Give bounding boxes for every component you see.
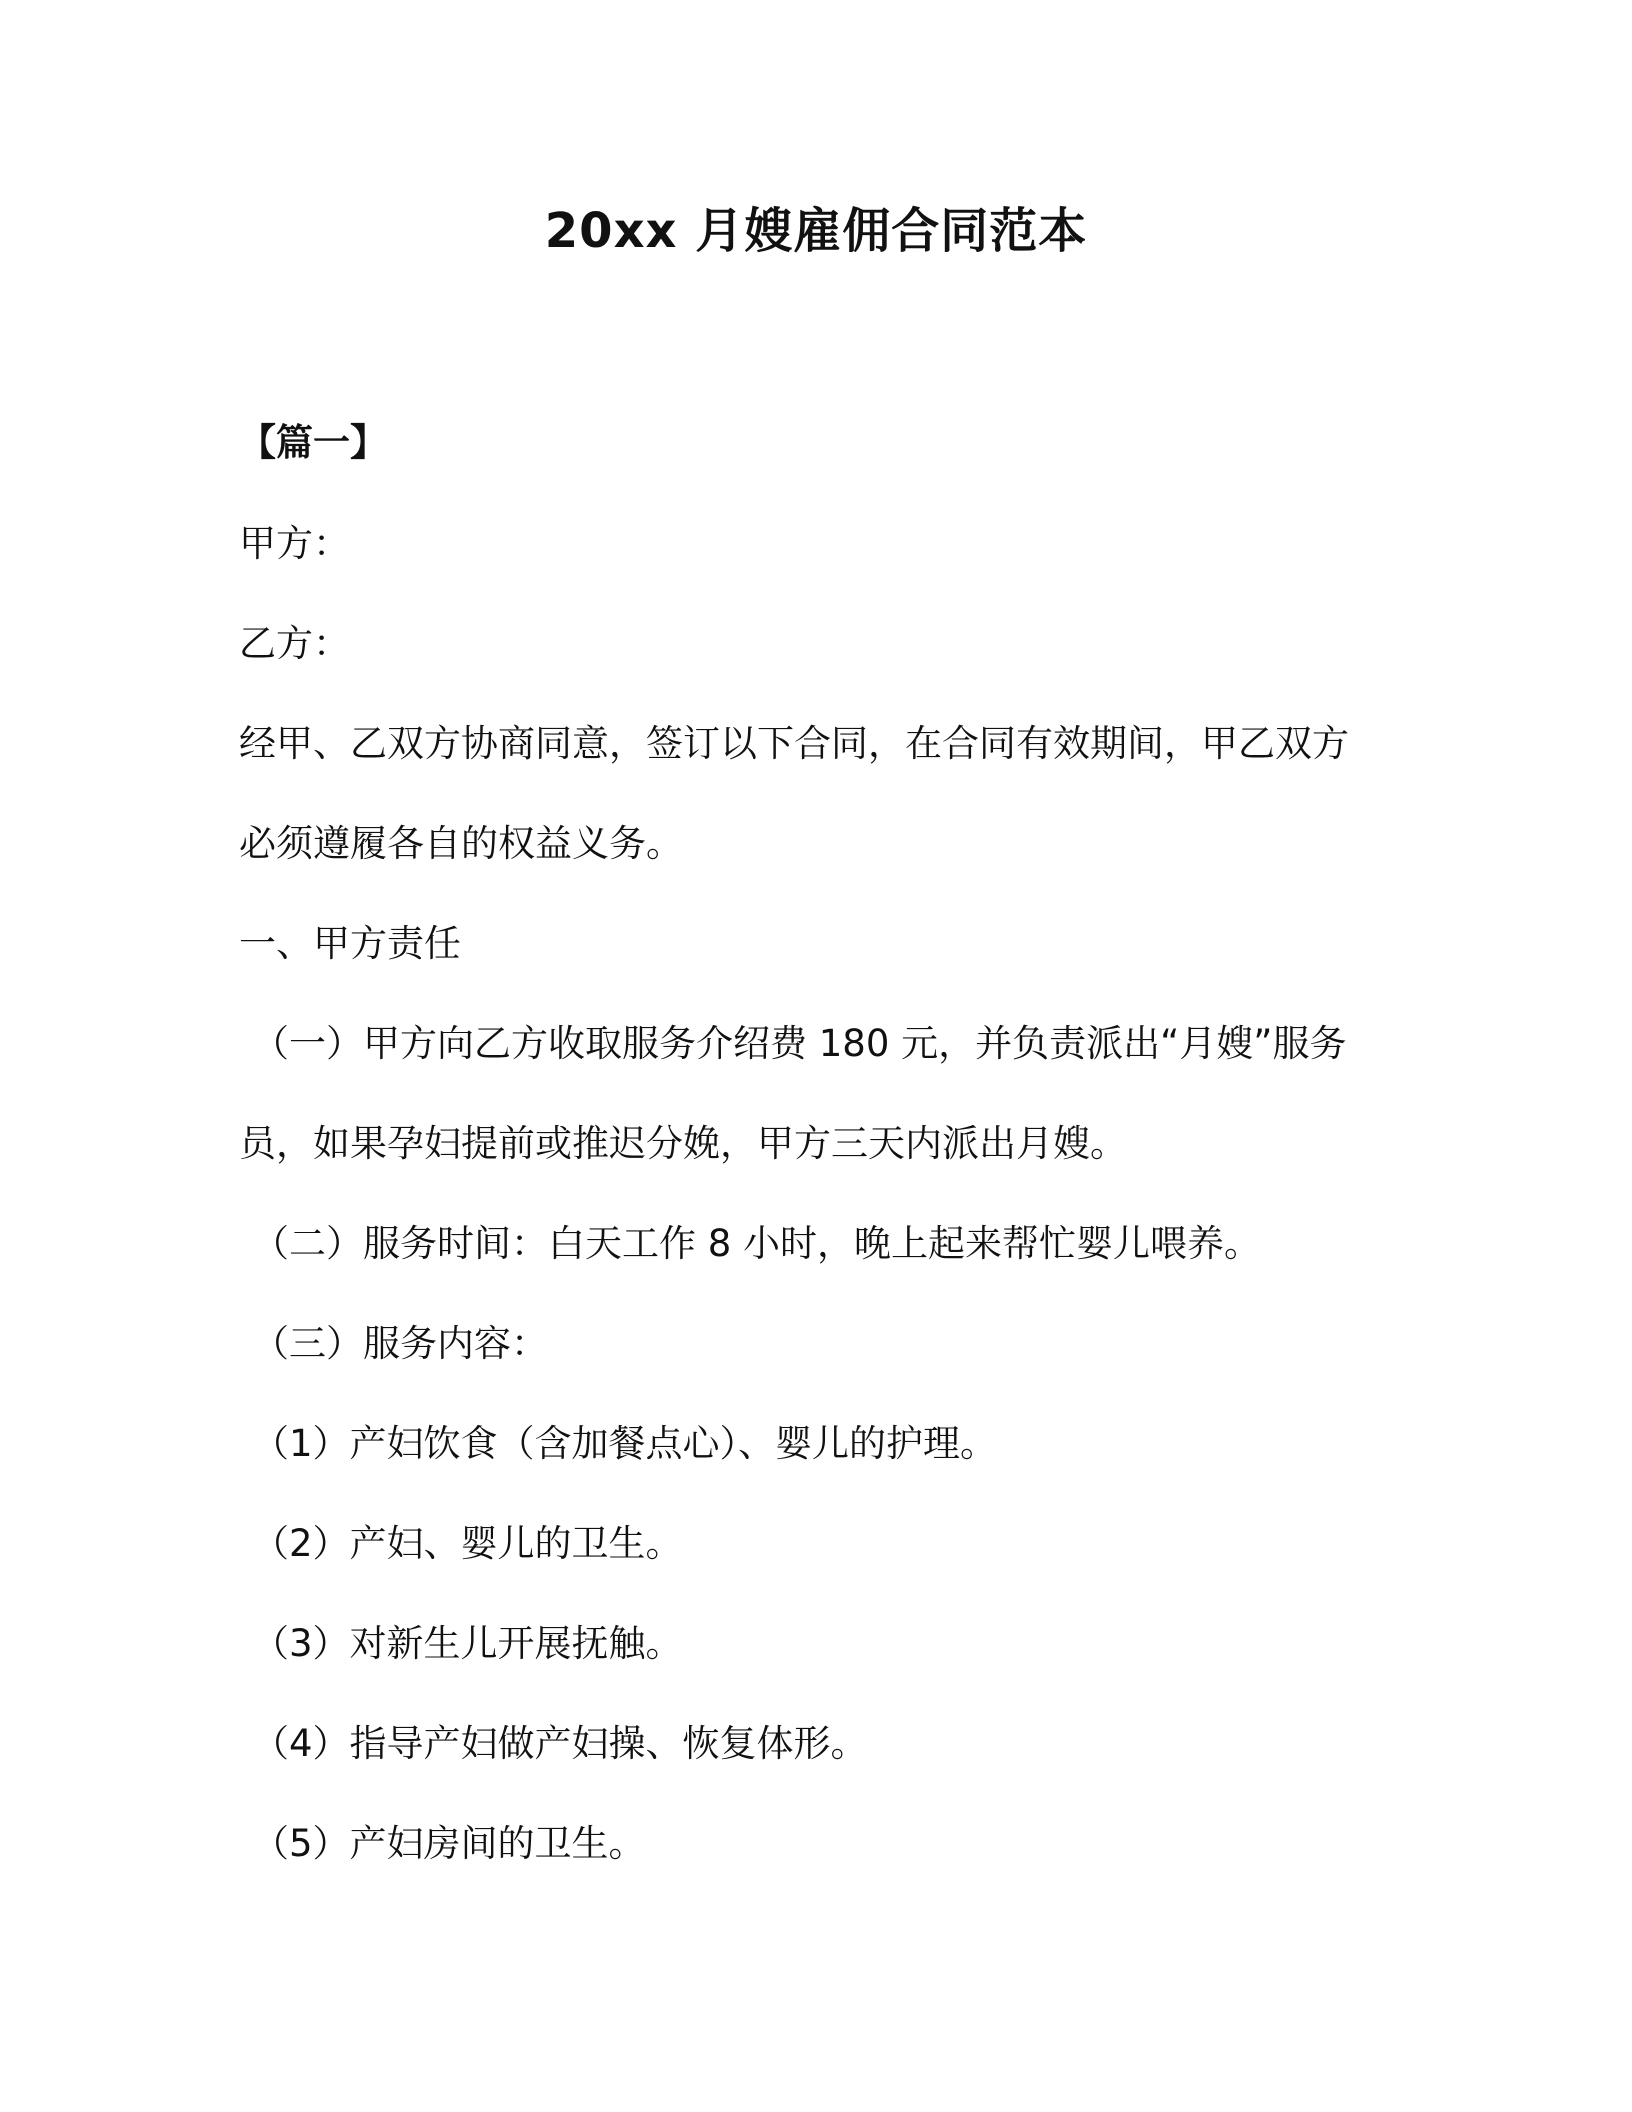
- list-item-1: （1）产妇饮食（含加餐点心）、婴儿的护理。: [252, 1422, 998, 1465]
- clause-1-line-1: （一）甲方向乙方收取服务介绍费 180 元，并负责派出“月嫂”服务: [252, 1022, 1347, 1065]
- clause-3: （三）服务内容：: [252, 1322, 548, 1365]
- section-label: 【篇一】: [239, 421, 387, 464]
- party-a-line: 甲方：: [239, 522, 350, 565]
- intro-paragraph-line-1: 经甲、乙双方协商同意，签订以下合同，在合同有效期间，甲乙双方: [239, 722, 1349, 765]
- document-title: 20xx 月嫂雇佣合同范本: [544, 203, 1088, 259]
- clause-2: （二）服务时间：白天工作 8 小时，晚上起来帮忙婴儿喂养。: [252, 1222, 1262, 1265]
- clause-1-line-2: 员，如果孕妇提前或推迟分娩，甲方三天内派出月嫂。: [239, 1122, 1127, 1165]
- party-b-line: 乙方：: [239, 622, 350, 665]
- list-item-2: （2）产妇、婴儿的卫生。: [252, 1522, 683, 1565]
- intro-paragraph-line-2: 必须遵履各自的权益义务。: [239, 822, 683, 865]
- list-item-5: （5）产妇房间的卫生。: [252, 1822, 646, 1865]
- section-heading-party-a-duties: 一、甲方责任: [239, 922, 461, 965]
- list-item-3: （3）对新生儿开展抚触。: [252, 1622, 683, 1665]
- list-item-4: （4）指导产妇做产妇操、恢复体形。: [252, 1722, 868, 1765]
